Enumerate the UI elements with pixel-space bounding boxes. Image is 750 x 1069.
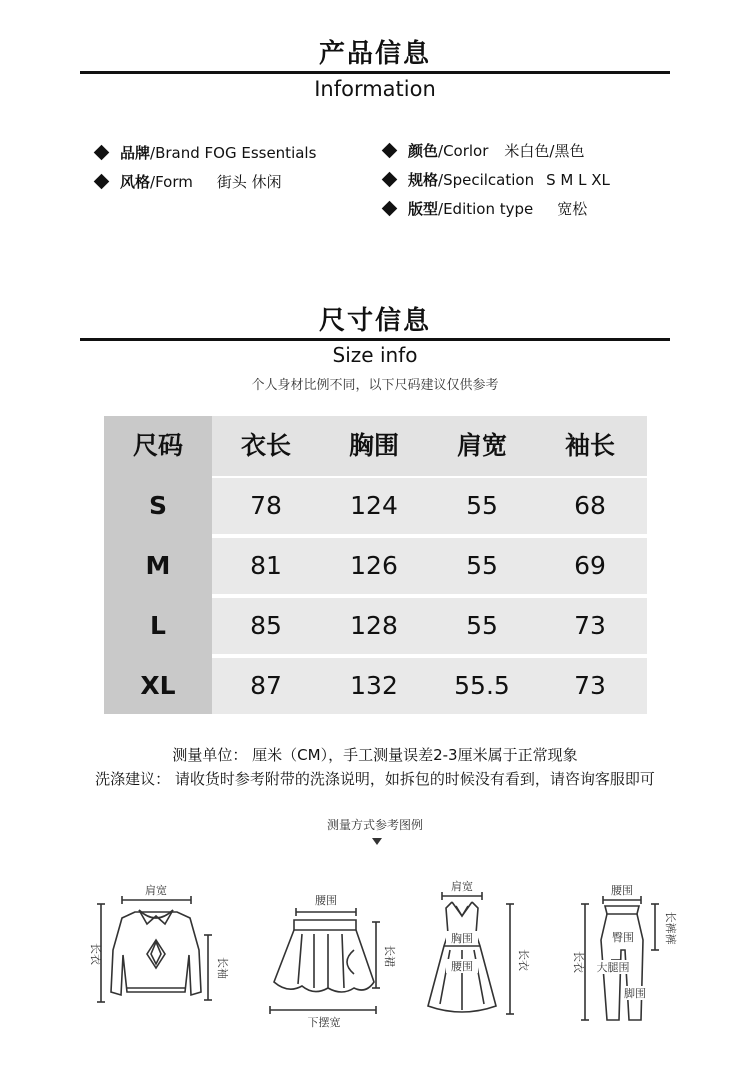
table-header-cell: 胸围	[348, 431, 399, 460]
product-info-title-cn: 产品信息	[318, 39, 431, 69]
table-cell: 124	[350, 491, 398, 520]
table-cell: 128	[350, 611, 398, 640]
diamond-bullet-icon	[382, 201, 398, 217]
skirt-waist-label: 腰围	[315, 894, 337, 907]
table-size-cell: S	[148, 491, 167, 520]
attr-style	[96, 171, 282, 192]
table-size-cell: XL	[140, 671, 176, 700]
table-cell: 81	[250, 551, 282, 580]
diamond-bullet-icon	[94, 174, 110, 190]
attr-text: /Corlor	[438, 141, 489, 160]
attr-label: 颜色	[408, 142, 439, 160]
down-triangle-icon	[372, 838, 382, 845]
dress-length-label: 长衣	[517, 949, 530, 971]
pants-waist-label: 腰围	[611, 884, 633, 897]
size-info-title-en: Size info	[332, 343, 418, 367]
table-cell: 55	[466, 491, 498, 520]
size-table	[104, 416, 647, 714]
attr-label: 风格	[120, 173, 151, 191]
pants-foot-label: 脚围	[624, 987, 646, 1000]
attr-text: /Brand FOG Essentials	[150, 143, 317, 162]
table-size-cell: L	[150, 611, 166, 640]
diamond-bullet-icon	[382, 172, 398, 188]
pants-pantslength-label: 长裤裤	[664, 911, 677, 945]
diamond-bullet-icon	[382, 143, 398, 159]
table-cell: 55	[466, 611, 498, 640]
attr-brand	[96, 142, 316, 163]
table-header-cell: 衣长	[240, 431, 291, 460]
sweater-diagram	[85, 880, 245, 1015]
attr-color	[384, 140, 584, 161]
table-cell: 132	[350, 671, 398, 700]
attr-label: 品牌	[120, 144, 151, 162]
attr-spec	[384, 169, 610, 190]
attr-value: S M L XL	[546, 170, 610, 189]
attr-text: /Form	[150, 172, 193, 191]
diagram-section-title: 测量方式参考图例	[326, 818, 423, 832]
table-cell: 68	[574, 491, 606, 520]
dress-chest-label: 胸围	[451, 932, 473, 945]
table-header-cell: 袖长	[564, 431, 615, 460]
pants-length-label: 长衣	[572, 951, 585, 973]
attr-value: 街头 休闲	[216, 173, 282, 191]
measure-unit-note: 测量单位： 厘米（CM），手工测量误差2-3厘米属于正常现象	[172, 746, 578, 764]
attr-text: /Edition type	[438, 199, 534, 218]
diamond-bullet-icon	[94, 145, 110, 161]
table-size-cell: M	[145, 551, 171, 580]
sweater-length-label: 长衣	[89, 943, 102, 965]
attr-label: 规格	[408, 171, 439, 189]
skirt-hem-label: 下摆宽	[307, 1016, 341, 1029]
table-cell: 85	[250, 611, 282, 640]
attr-edition	[384, 198, 587, 219]
attr-label: 版型	[408, 200, 439, 218]
sweater-sleeve-label: 长袖	[216, 957, 229, 979]
pants-thigh-label: 大腿围	[596, 961, 630, 974]
dress-shoulder-label: 肩宽	[451, 880, 473, 893]
sweater-shoulder-label: 肩宽	[145, 884, 167, 897]
attr-value: 宽松	[557, 200, 588, 218]
attr-text: /Specilcation	[438, 170, 535, 189]
product-info-title-en: Information	[314, 77, 436, 101]
pants-diagram	[565, 880, 685, 1030]
wash-advice-note: 洗涤建议： 请收货时参考附带的洗涤说明，如拆包的时候没有看到，请咨询客服即可	[95, 770, 655, 788]
dress-waist-label: 腰围	[451, 960, 473, 973]
skirt-diagram	[258, 890, 398, 1030]
table-cell: 87	[250, 671, 282, 700]
table-cell: 78	[250, 491, 282, 520]
size-info-title-cn: 尺寸信息	[318, 306, 431, 336]
table-header-cell: 尺码	[132, 431, 183, 460]
pants-hip-label: 臀围	[612, 931, 634, 944]
table-header-cell: 肩宽	[456, 431, 507, 460]
table-cell: 126	[350, 551, 398, 580]
skirt-length-label: 长裙	[383, 945, 396, 967]
table-cell: 55.5	[454, 671, 510, 700]
product-info-rule	[80, 71, 670, 74]
table-cell: 73	[574, 671, 606, 700]
attr-value: 米白色/黑色	[504, 142, 585, 160]
size-info-note: 个人身材比例不同，以下尺码建议仅供参考	[251, 378, 499, 393]
table-cell: 55	[466, 551, 498, 580]
table-cell: 73	[574, 611, 606, 640]
dress-diagram	[420, 876, 530, 1026]
table-cell: 69	[574, 551, 606, 580]
size-info-rule	[80, 338, 670, 341]
